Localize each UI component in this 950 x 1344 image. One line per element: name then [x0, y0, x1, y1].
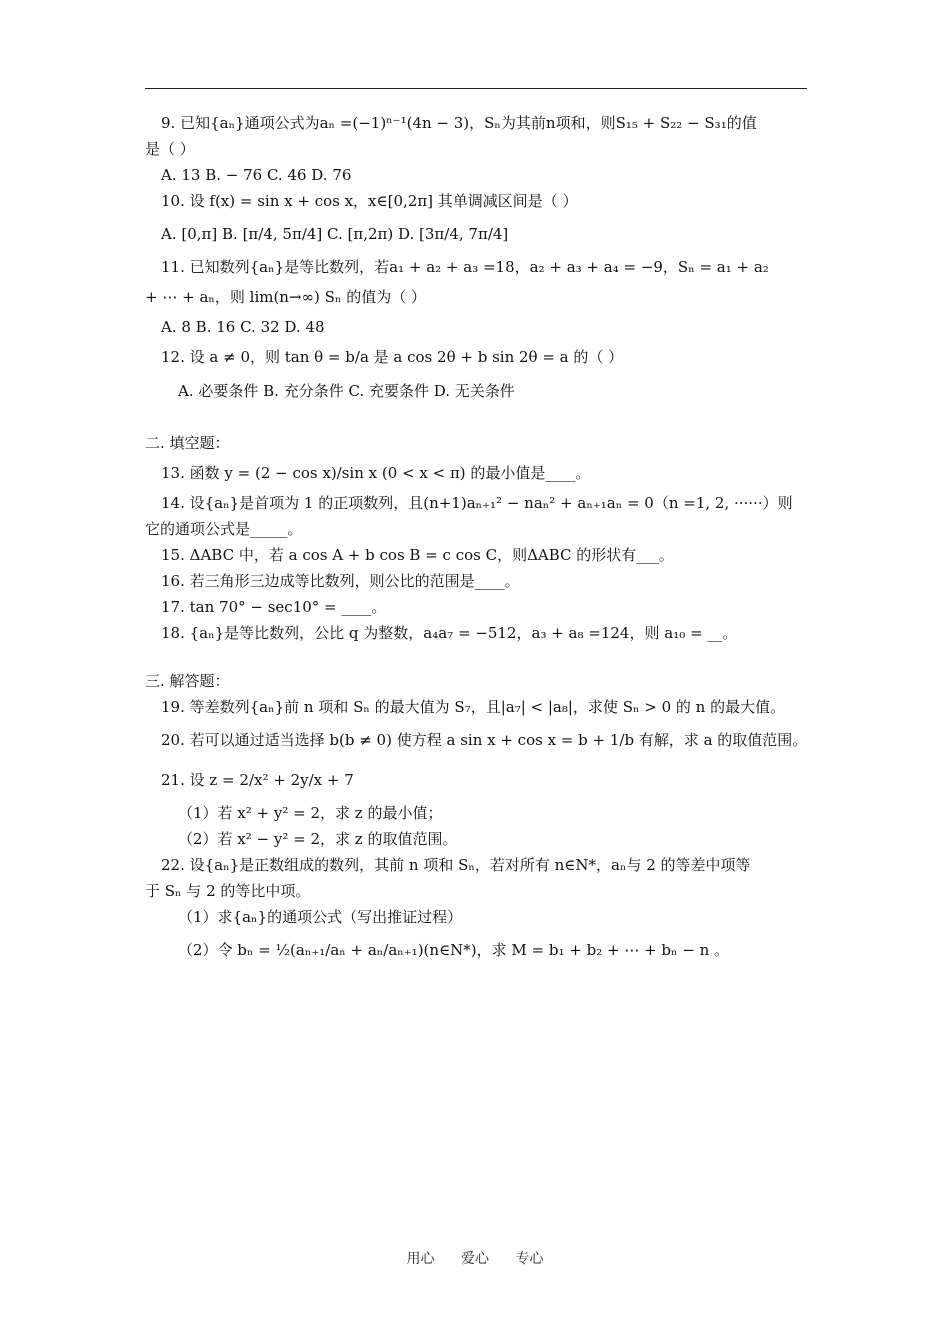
- footer-text: 用心 爱心 专心: [406, 1251, 544, 1267]
- section-2-title: 二. 填空题：: [145, 434, 230, 452]
- question-22-cont: 于 Sₙ 与 2 的等比中项。: [145, 882, 311, 900]
- question-18: 18. {aₙ}是等比数列，公比 q 为整数，a₄a₇ = −512，a₃ + a₈ =124，则 a₁₀ = __。: [161, 624, 738, 642]
- question-11-cont: + ⋯ + aₙ，则 lim(n→∞) Sₙ 的值为（ ）: [145, 288, 426, 306]
- question-11-options: A. 8 B. 16 C. 32 D. 48: [161, 318, 325, 336]
- question-13: 13. 函数 y = (2 − cos x)/sin x (0 < x < π) 的最小值是____。: [161, 464, 591, 482]
- question-21-part1: （1）若 x² + y² = 2，求 z 的最小值；: [178, 804, 443, 822]
- question-10-options: A. [0,π] B. [π/4, 5π/4] C. [π,2π) D. [3π/4, 7π/4]: [161, 225, 509, 243]
- question-20: 20. 若可以通过适当选择 b(b ≠ 0) 使方程 a sin x + cos x = b + 1/b 有解，求 a 的取值范围。: [161, 731, 808, 749]
- question-12: 12. 设 a ≠ 0，则 tan θ = b/a 是 a cos 2θ + b sin 2θ = a 的（ ）: [161, 348, 624, 366]
- question-14-cont: 它的通项公式是_____。: [145, 520, 303, 538]
- question-9-options: A. 13 B. − 76 C. 46 D. 76: [161, 166, 352, 184]
- question-19: 19. 等差数列{aₙ}前 n 项和 Sₙ 的最大值为 S₇，且|a₇| < |a₈|，求使 Sₙ > 0 的 n 的最大值。: [161, 698, 786, 716]
- question-17: 17. tan 70° − sec10° = ____。: [161, 598, 387, 616]
- question-9: 9. 已知{aₙ}通项公式为aₙ =(−1)ⁿ⁻¹(4n − 3)，Sₙ为其前n项和，则S₁₅ + S₂₂ − S₃₁的值: [161, 114, 757, 132]
- section-3-title: 三. 解答题：: [145, 672, 230, 690]
- question-11: 11. 已知数列{aₙ}是等比数列，若a₁ + a₂ + a₃ =18，a₂ + a₃ + a₄ = −9，Sₙ = a₁ + a₂: [161, 258, 769, 276]
- question-14: 14. 设{aₙ}是首项为 1 的正项数列，且(n+1)aₙ₊₁² − naₙ² + aₙ₊₁aₙ = 0（n =1, 2, ······）则: [161, 494, 793, 512]
- question-10: 10. 设 f(x) = sin x + cos x，x∈[0,2π] 其单调减区间是（ ）: [161, 192, 578, 210]
- header-rule: [145, 88, 807, 89]
- question-22-part2: （2）令 bₙ = ½(aₙ₊₁/aₙ + aₙ/aₙ₊₁)(n∈N*)，求 M = b₁ + b₂ + ⋯ + bₙ − n 。: [178, 941, 730, 959]
- question-22-part1: （1）求{aₙ}的通项公式（写出推证过程）: [178, 908, 463, 926]
- question-16: 16. 若三角形三边成等比数列，则公比的范围是____。: [161, 572, 520, 590]
- question-9-cont: 是（ ）: [145, 140, 195, 158]
- question-12-options: A. 必要条件 B. 充分条件 C. 充要条件 D. 无关条件: [178, 382, 515, 400]
- question-21: 21. 设 z = 2/x² + 2y/x + 7: [161, 771, 354, 789]
- question-22: 22. 设{aₙ}是正数组成的数列，其前 n 项和 Sₙ，若对所有 n∈N*，aₙ与 2 的等差中项等: [161, 856, 751, 874]
- question-21-part2: （2）若 x² − y² = 2，求 z 的取值范围。: [178, 830, 458, 848]
- question-15: 15. ΔABC 中，若 a cos A + b cos B = c cos C，则ΔABC 的形状有___。: [161, 546, 674, 564]
- exam-page: [145, 110, 807, 970]
